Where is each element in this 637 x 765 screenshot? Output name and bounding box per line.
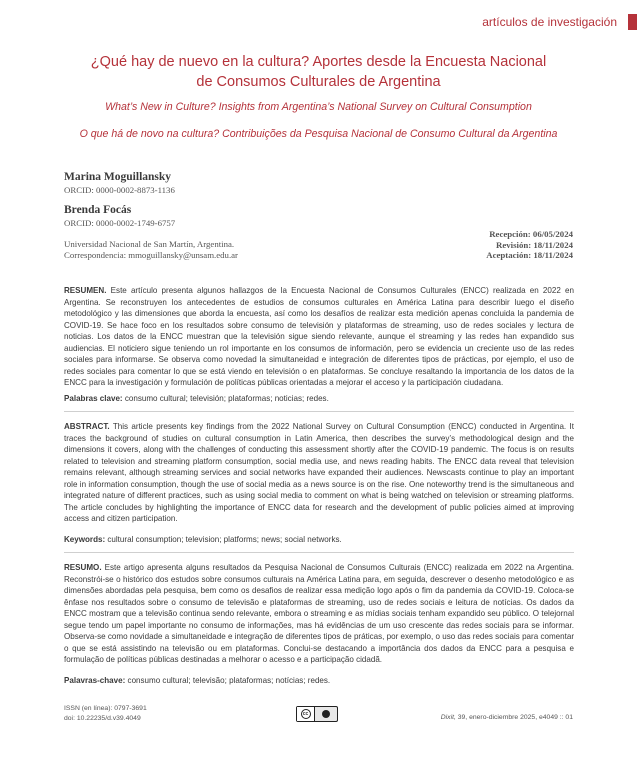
doi-link[interactable]: doi: 10.22235/d.v39.4049: [64, 714, 141, 722]
citation-details: 39, enero-diciembre 2025, e4049 :: 01: [455, 714, 573, 721]
issn: ISSN (en línea): 0797-3691: [64, 705, 147, 712]
title-english: What’s New in Culture? Insights from Argentina’s National Survey on Cultural Consumption: [105, 101, 532, 113]
keywords-label: Palabras clave:: [64, 394, 123, 403]
article-dates: [486, 229, 573, 261]
accepted-date: 18/11/2024: [533, 250, 573, 260]
title-line-2: de Consumos Culturales de Argentina: [196, 74, 441, 90]
institution: Universidad Nacional de San Martín, Argentina.: [64, 239, 235, 249]
cc-by-icon[interactable]: cc: [296, 706, 338, 722]
section-label: artículos de investigación: [482, 15, 617, 29]
keywords-spanish: [64, 393, 574, 404]
abstract-english: [64, 421, 574, 525]
keywords-portuguese: [64, 675, 574, 686]
divider: [64, 552, 574, 553]
affiliation: [64, 239, 238, 261]
abstract-spanish: [64, 285, 574, 389]
issn-doi: [64, 704, 147, 723]
abstract-text: Este artículo presenta algunos hallazgos de la Encuesta Nacional de Consumos Culturales (ENCC) realizada en 2022 en Argentina. Se reconstruyen los antecedentes de estudios de consumos culturales en América Latina para describir luego el diseño metodológico y las dimensiones que aborda la encuesta, así como los desafíos de realizar esta medición apenas concluida la pandemia de COVID-19. Se hace foco en los resultados sobre consumo de televisión y plataformas de streaming, uso de redes sociales y lectura de noticias. Los datos de la ENCC muestran que la televisión sigue siendo relevante, aunque el streaming y las redes han expandido sus audiencias. El noticiero sigue teniendo un rol importante en los consumos de información, pero se evidencia un creciente uso de las redes sociales para informarse. Se observa como novedad la simultaneidad e integración de diferentes tipos de prácticas, por ejemplo, el uso de redes sociales para comentar lo que se está viendo en televisión o en plataformas. Se concluye resaltando la importancia de los datos de la ENCC para la investigación y formulación de políticas públicas orientadas a mejorar el acceso y la participación ciudadana.: [64, 286, 574, 387]
keywords-label: Palavras-chave:: [64, 676, 126, 685]
correspondence-email[interactable]: Correspondencia: mmoguillansky@unsam.edu.ar: [64, 250, 238, 260]
divider: [64, 411, 574, 412]
citation: [441, 714, 573, 721]
abstract-heading: ABSTRACT.: [64, 422, 110, 431]
author-name: Brenda Focás: [64, 204, 132, 216]
revised-label: Revisión:: [496, 239, 532, 250]
title-line-1: ¿Qué hay de nuevo en la cultura? Aportes desde la Encuesta Nacional: [90, 54, 547, 70]
abstract-heading: RESUMO.: [64, 563, 102, 572]
author-orcid[interactable]: ORCID: 0000-0002-1749-6757: [64, 218, 176, 228]
abstract-text: This article presents key findings from the 2022 National Survey on Cultural Consumption (ENCC) conducted in Argentina. It traces the background of studies on cultural consumption in Latin America, then describes the survey’s methodological design and the dimensions it covers, along with the challenges of conducting this assessment shortly after the COVID-19 pandemic. The focus is on results related to television and streaming platform consumption, social media use, and news reading habits. The ENCC data reveal that television remains relevant, although streaming services and social networks have expanded their audiences. Newscasts continue to play an important role in information consumption, though the use of social media as a news source is on the rise. One noteworthy trend is the simultaneous and integrated nature of different practices, such as using social media to comment on what is being watched on television or streaming platforms. The article concludes by highlighting the importance of ENCC data for research and the development of public policies aimed at improving access and citizen participation.: [64, 422, 575, 523]
article-title: [40, 52, 597, 92]
keywords-text: consumo cultural; televisión; plataformas; noticias; redes.: [124, 394, 329, 403]
keywords-english: [64, 534, 574, 545]
author-orcid[interactable]: ORCID: 0000-0002-8873-1136: [64, 185, 175, 195]
received-label: Recepción:: [489, 229, 531, 239]
accepted-label: Aceptación:: [486, 250, 532, 260]
abstract-heading: RESUMEN.: [64, 286, 107, 295]
author-name: Marina Moguillansky: [64, 171, 172, 183]
abstract-portuguese: [64, 562, 574, 666]
keywords-label: Keywords:: [64, 535, 106, 544]
received-date: 06/05/2024: [532, 229, 573, 239]
section-marker: [628, 14, 637, 30]
abstract-text: Este artigo apresenta alguns resultados da Pesquisa Nacional de Consumos Culturais (ENCC) realizada em 2022 na Argentina. Reconstrói-se o histórico dos estudos sobre consumos culturais na América Latina para, em seguida, descrever o desenho metodológico e as dimensões abordadas pela pesquisa, bem como os desafios de realizar essa medição logo após o fim da pandemia da COVID-19. Coloca-se ênfase nos resultados sobre o consumo de televisão e plataformas de streaming, uso de redes sociais e leitura de notícias. Os dados da ENCC mostram que a televisão continua sendo relevante, embora o streaming e as mídias sociais tenham expandido seu público. O telejornal segue tendo um papel importante no consumo de informações, mas há evidências de um uso crescente das redes sociais para se informar. Observa-se como novidade a simultaneidade e integração de diferentes tipos de práticas, por exemplo, o uso das redes sociais para comentar o que se está assistindo na televisão ou em plataformas. Conclui-se destacando a importância dos dados da ENCC para a pesquisa e formulação de políticas públicas destinadas a melhorar o acesso e a participação cidadã.: [64, 563, 574, 664]
journal-name: Dixit,: [440, 714, 456, 721]
keywords-text: cultural consumption; television; platforms; news; social networks.: [107, 535, 342, 544]
keywords-text: consumo cultural; televisão; plataformas; notícias; redes.: [127, 676, 331, 685]
title-portuguese: O que há de novo na cultura? Contribuições da Pesquisa Nacional de Consumo Cultural da Argentina: [79, 128, 558, 140]
revised-date: 18/11/2024: [533, 239, 573, 250]
